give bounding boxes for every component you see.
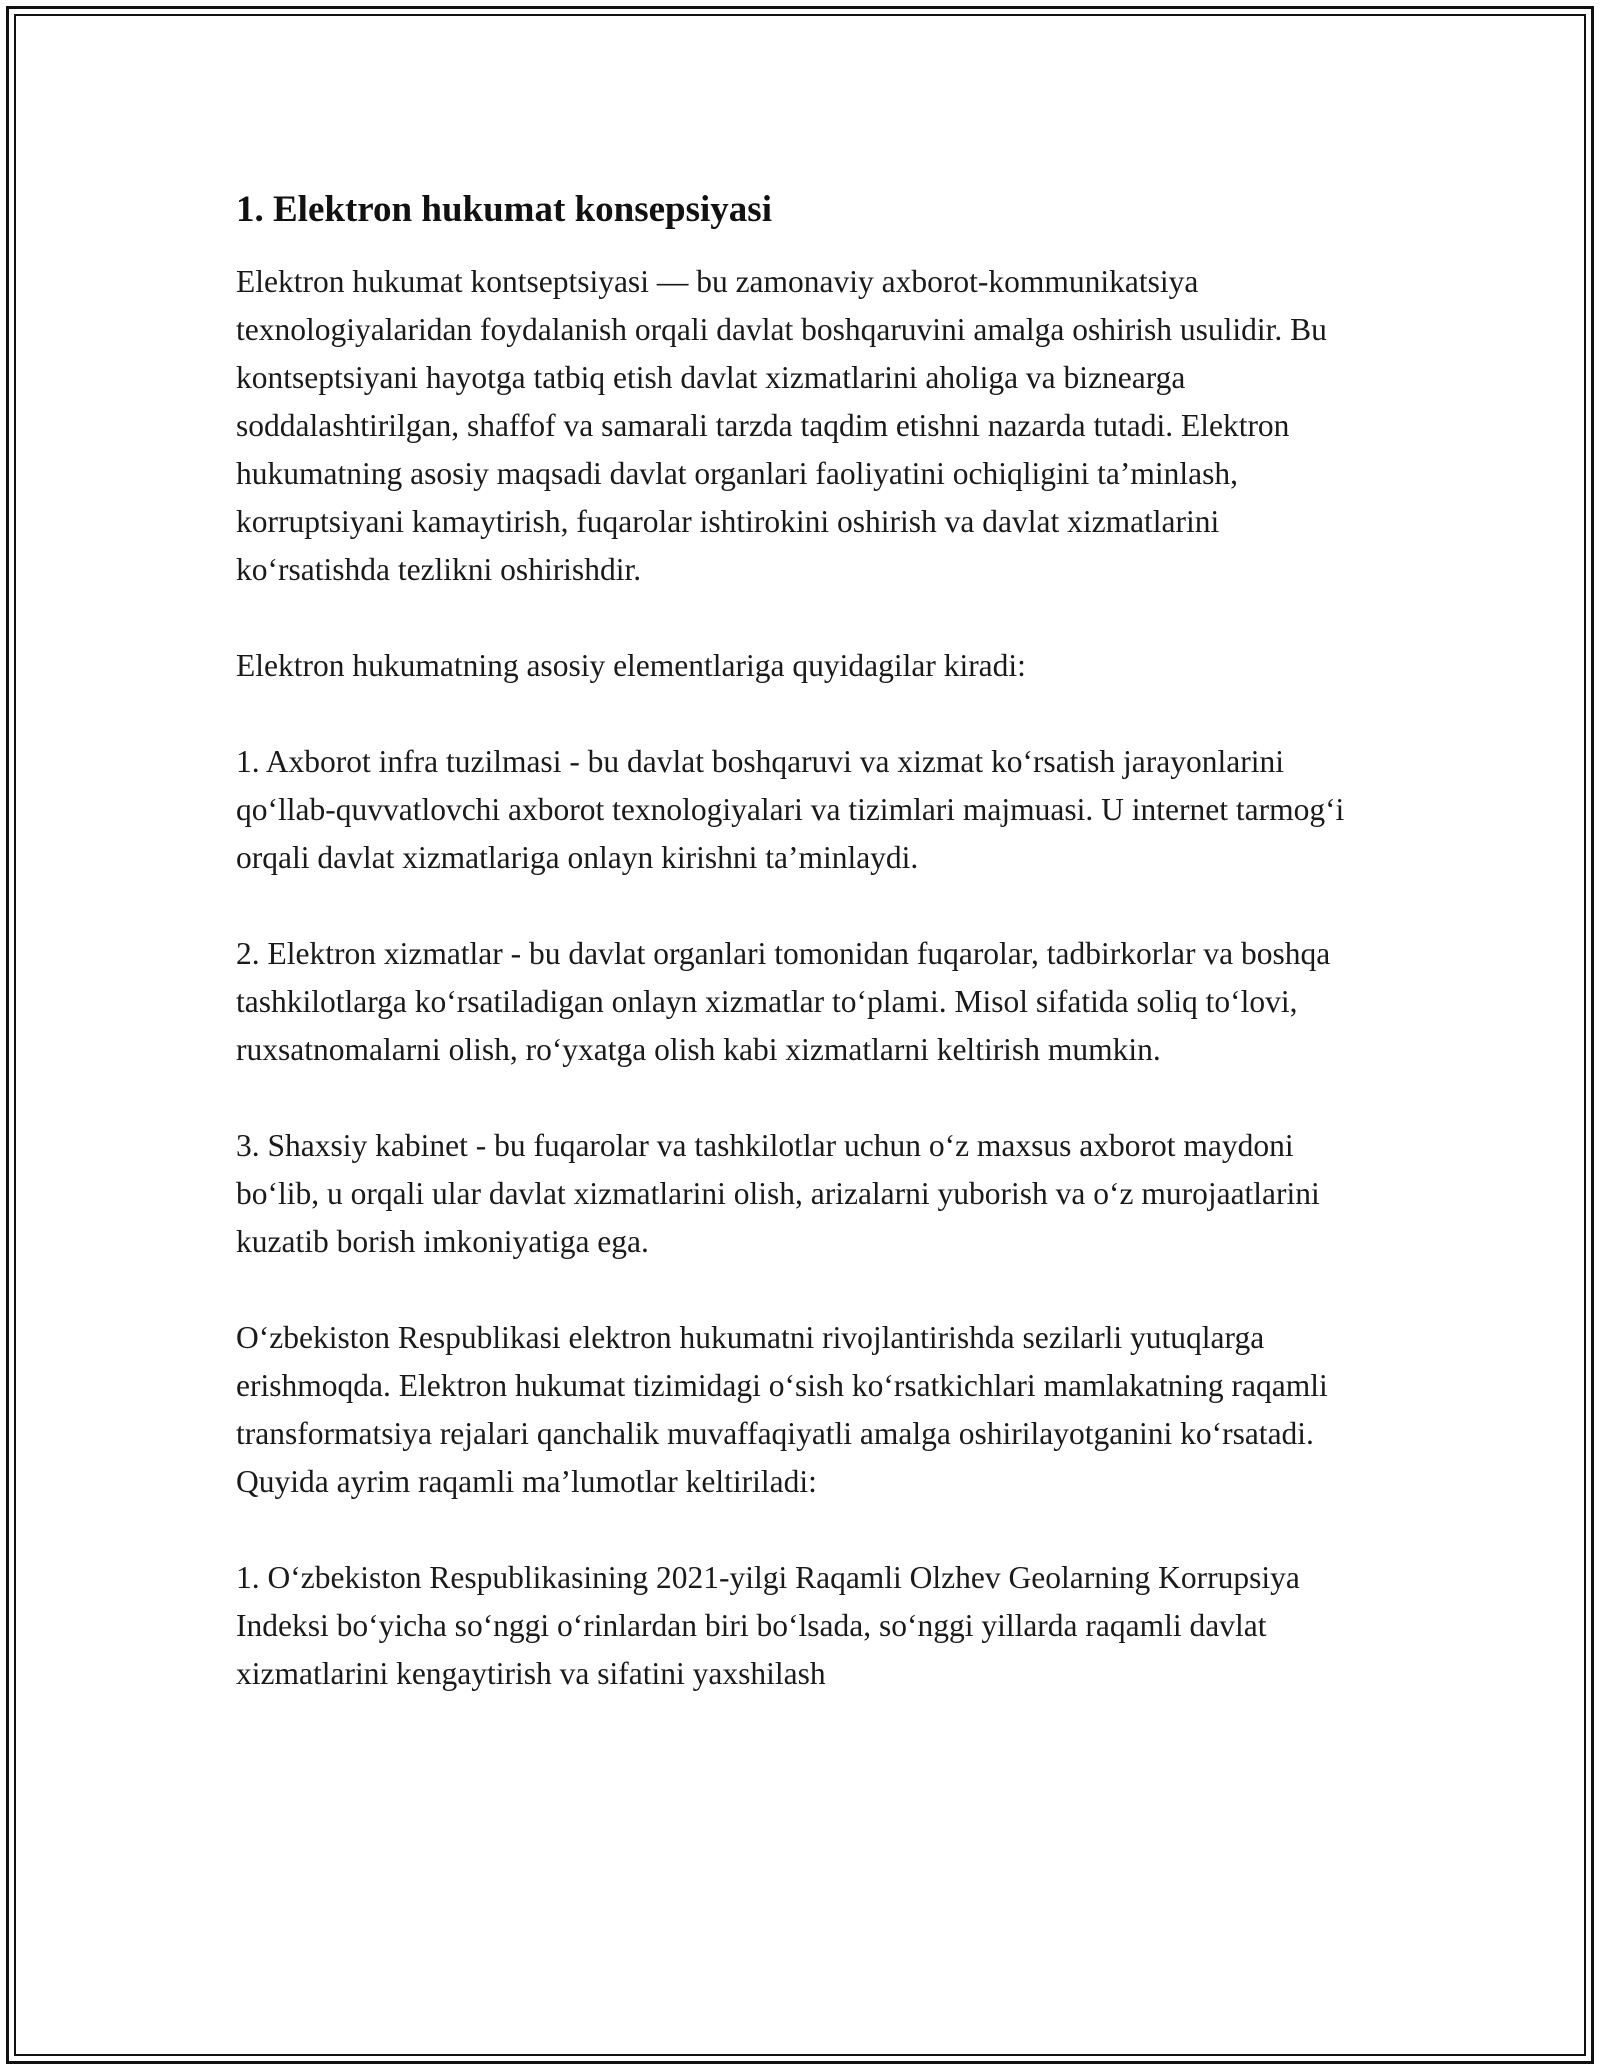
section-heading: 1. Elektron hukumat konsepsiyasi: [236, 189, 772, 230]
paragraph-intro: Elektron hukumat kontseptsiyasi — bu zamonaviy axborot-kommunikatsiya texnologiyalaridan foydalanish orqali davlat boshqaruvini amalga oshirish usulidir. Bu kontseptsiyani hayotga tatbiq etish davlat xizmatlarini aholiga va biznearga soddalashtirilgan, shaffof va samarali tarzda taqdim etishni nazarda tutadi. Elektron hukumatning asosiy maqsadi davlat organlari faoliyatini ochiqligini ta’minlash, korruptsiyani kamaytirish, fuqarolar ishtirokini oshirish va davlat xizmatlarini koʻrsatishda tezlikni oshirishdir.: [236, 264, 1327, 587]
paragraph-uzbekistan-progress: Oʻzbekiston Respublikasi elektron hukumatni rivojlantirishda sezilarli yutuqlarga erishmoqda. Elektron hukumat tizimidagi oʻsish koʻrsatkichlari mamlakatning raqamli transformatsiya rejalari qanchalik muvaffaqiyatli amalga oshirilayotganini koʻrsatadi. Quyida ayrim raqamli ma’lumotlar keltiriladi:: [236, 1320, 1328, 1499]
document-body: [236, 186, 1376, 1746]
list-item-personal-cabinet: 3. Shaxsiy kabinet - bu fuqarolar va tashkilotlar uchun oʻz maxsus axborot maydoni boʻlib, u orqali ular davlat xizmatlarini olish, arizalarni yuborish va oʻz murojaatlarini kuzatib borish imkoniyatiga ega.: [236, 1128, 1320, 1259]
list-item-infrastructure: 1. Axborot infra tuzilmasi - bu davlat boshqaruvi va xizmat koʻrsatish jarayonlarini qoʻllab-quvvatlovchi axborot texnologiyalari va tizimlari majmuasi. U internet tarmogʻi orqali davlat xizmatlariga onlayn kirishni ta’minlaydi.: [236, 744, 1345, 875]
paragraph-elements-lead: Elektron hukumatning asosiy elementlariga quyidagilar kiradi:: [236, 648, 1026, 683]
list-item-electronic-services: 2. Elektron xizmatlar - bu davlat organlari tomonidan fuqarolar, tadbirkorlar va boshqa tashkilotlarga koʻrsatiladigan onlayn xizmatlar toʻplami. Misol sifatida soliq toʻlovi, ruxsatnomalarni olish, roʻyxatga olish kabi xizmatlarni keltirish mumkin.: [236, 936, 1331, 1067]
list-item-corruption-index: 1. Oʻzbekiston Respublikasining 2021-yilgi Raqamli Olzhev Geolarning Korrupsiya Indeksi boʻyicha soʻnggi oʻrinlardan biri boʻlsada, soʻnggi yillarda raqamli davlat xizmatlarini kengaytirish va sifatini yaxshilash: [236, 1560, 1300, 1691]
